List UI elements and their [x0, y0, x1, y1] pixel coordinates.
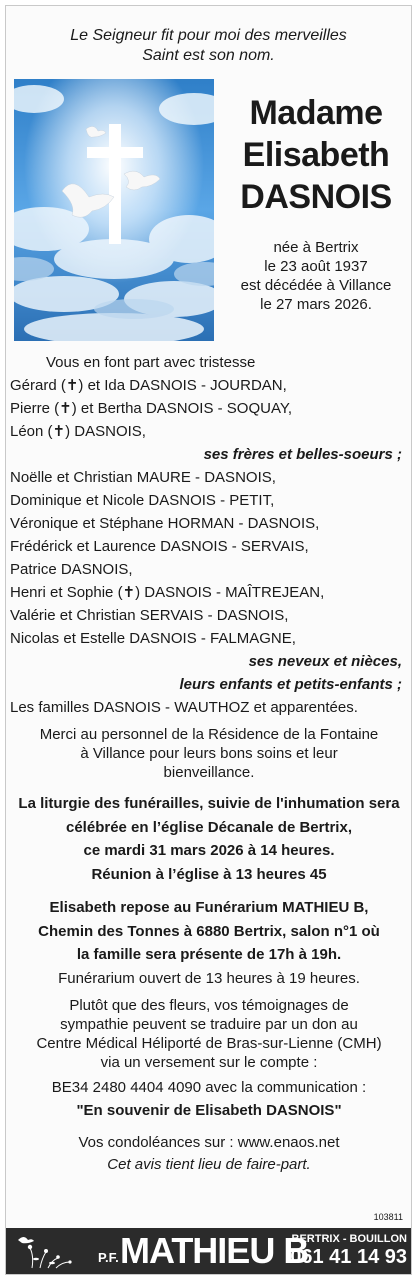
nephews-caption: leurs enfants et petits-enfants ;	[179, 676, 402, 693]
sibling-line: Gérard (✝) et Ida DASNOIS - JOURDAN,	[10, 377, 287, 394]
donation-line: via un versement sur le compte :	[100, 1053, 318, 1071]
nephew-line: Nicolas et Estelle DASNOIS - FALMAGNE,	[10, 630, 296, 647]
donation-line: sympathie peuvent se traduire par un don au	[60, 1015, 358, 1033]
communication-text: "En souvenir de Elisabeth DASNOIS"	[76, 1101, 342, 1119]
funeral-home-name: MATHIEU B	[120, 1230, 309, 1271]
liturgy-line: La liturgie des funérailles, suivie de l'inhumation sera	[18, 795, 400, 812]
birth-place: née à Bertrix	[273, 239, 359, 256]
verse-line-1: Le Seigneur fit pour moi des merveilles	[70, 27, 347, 44]
nephew-line: Dominique et Nicole DASNOIS - PETIT,	[10, 492, 275, 509]
nephew-line: Véronique et Stéphane HORMAN - DASNOIS,	[10, 515, 320, 532]
repose-line: la famille sera présente de 17h à 19h.	[76, 946, 342, 963]
pf-label: P.F.	[98, 1250, 119, 1265]
bible-verse	[6, 26, 411, 66]
thanks-line: à Villance pour leurs bons soins et leur	[80, 745, 338, 762]
thanks-line: Merci au personnel de la Résidence de la Fontaine	[39, 726, 379, 743]
birth-date: le 23 août 1937	[264, 258, 368, 275]
funerarium-hours: Funérarium ouvert de 13 heures à 19 heures.	[58, 969, 360, 987]
funeral-home-banner	[6, 1228, 411, 1274]
birth-death-dates	[221, 238, 411, 314]
bank-account: BE34 2480 4404 4090 avec la communication :	[51, 1078, 367, 1096]
families-line: Les familles DASNOIS - WAUTHOZ et apparentées.	[10, 699, 358, 716]
repose-line: Chemin des Tonnes à 6880 Bertrix, salon n°1 où	[38, 922, 380, 940]
cross-and-doves-image	[14, 79, 214, 341]
nephews-caption: ses neveux et nièces,	[248, 653, 402, 670]
donation-line: Plutôt que des fleurs, vos témoignages de	[69, 996, 349, 1014]
sibling-line: Pierre (✝) et Bertha DASNOIS - SOQUAY,	[10, 400, 293, 417]
nephew-line: Frédérick et Laurence DASNOIS - SERVAIS,	[10, 538, 309, 555]
deceased-first-name: Elisabeth	[242, 136, 390, 174]
repose-paragraph	[10, 896, 408, 967]
siblings-caption: ses frères et belles-soeurs ;	[203, 446, 402, 463]
liturgy-paragraph	[10, 792, 408, 886]
nephew-line: Patrice DASNOIS,	[10, 561, 133, 578]
death-place: est décédée à Villance	[240, 277, 392, 294]
liturgy-line: ce mardi 31 mars 2026 à 14 heures.	[83, 842, 335, 859]
liturgy-line: célébrée en l’église Décanale de Bertrix,	[66, 818, 352, 836]
repose-line: Elisabeth repose au Funérarium MATHIEU B,	[49, 899, 369, 916]
donation-paragraph	[10, 996, 408, 1072]
verse-line-2: Saint est son nom.	[142, 47, 275, 64]
deceased-last-name: DASNOIS	[240, 178, 392, 216]
donation-line: Centre Médical Héliporté de Bras-sur-Lienne (CMH)	[36, 1034, 382, 1052]
dove-and-flowers-icon	[12, 1232, 92, 1270]
funeral-home-phone: 061 41 14 93	[290, 1246, 407, 1268]
notice-body	[10, 351, 408, 1176]
liturgy-line: Réunion à l’église à 13 heures 45	[91, 865, 327, 883]
nephew-line: Valérie et Christian SERVAIS - DASNOIS,	[10, 607, 289, 624]
faire-part-line: Cet avis tient lieu de faire-part.	[107, 1155, 311, 1173]
closing-lines	[10, 1132, 408, 1176]
intro-line: Vous en font part avec tristesse	[46, 354, 256, 371]
obituary-notice	[5, 5, 412, 1275]
thanks-line: bienveillance.	[163, 764, 255, 781]
funeral-home-cities: BERTRIX - BOUILLON	[291, 1233, 407, 1245]
condolences-line: Vos condoléances sur : www.enaos.net	[78, 1133, 340, 1151]
nephew-line: Henri et Sophie (✝) DASNOIS - MAÎTREJEAN,	[10, 584, 325, 601]
death-date: le 27 mars 2026.	[260, 296, 372, 313]
deceased-title: Madame	[249, 94, 383, 132]
reference-number: 103811	[373, 1212, 403, 1222]
nephew-line: Noëlle et Christian MAURE - DASNOIS,	[10, 469, 276, 486]
thanks-paragraph	[10, 725, 408, 782]
sibling-line: Léon (✝) DASNOIS,	[10, 423, 146, 440]
deceased-name	[226, 92, 406, 218]
